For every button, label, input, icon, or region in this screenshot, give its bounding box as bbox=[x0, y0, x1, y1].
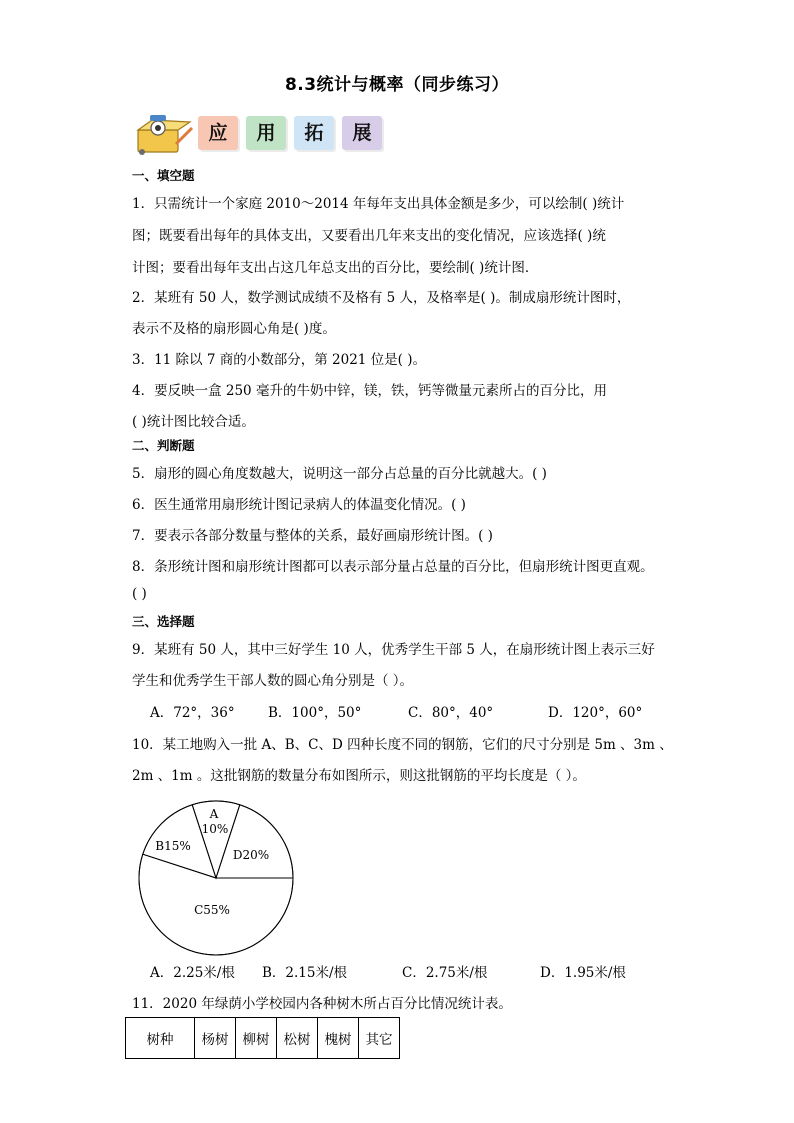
pie-label-c: C55% bbox=[194, 903, 230, 917]
q7-line: 7．要表示各部分数量与整体的关系，最好画扇形统计图。( ) bbox=[132, 528, 493, 544]
q10-option-d[interactable]: D．1.95米/根 bbox=[540, 965, 626, 981]
table-row bbox=[126, 1018, 400, 1059]
pie-chart bbox=[127, 798, 307, 958]
section-choice-heading: 三、选择题 bbox=[132, 614, 195, 629]
q8-line-1: 8．条形统计图和扇形统计图都可以表示部分量占总量的百分比，但扇形统计图更直观。 bbox=[132, 559, 654, 575]
banner-tile-zhan: 展 bbox=[342, 116, 382, 150]
q4-line-2: ( )统计图比较合适。 bbox=[132, 414, 255, 430]
section-banner bbox=[132, 112, 392, 156]
pie-label-b: B15% bbox=[155, 839, 191, 853]
page-title: 8.3统计与概率（同步练习） bbox=[284, 75, 510, 95]
pie-label-a: A bbox=[209, 807, 219, 821]
table-header-cell: 柳树 bbox=[236, 1018, 277, 1059]
toolbox-mascot-icon bbox=[132, 114, 194, 156]
q3-line: 3．11 除以 7 商的小数部分，第 2021 位是( )。 bbox=[132, 352, 426, 368]
q9-line-1: 9．某班有 50 人，其中三好学生 10 人，优秀学生干部 5 人，在扇形统计图上表示三好 bbox=[132, 642, 655, 658]
q2-line-1: 2．某班有 50 人，数学测试成绩不及格有 5 人，及格率是( )。制成扇形统计图时， bbox=[132, 290, 631, 306]
pie-label-a-value: 10% bbox=[201, 822, 229, 836]
q9-option-c[interactable]: C．80°，40° bbox=[408, 705, 494, 721]
q10-option-b[interactable]: B．2.15米/根 bbox=[262, 965, 348, 981]
tree-percentage-table bbox=[125, 1017, 400, 1059]
q1-line-3: 计图；要看出每年支出占这几年总支出的百分比，要绘制( )统计图． bbox=[132, 260, 539, 276]
banner-tile-tuo: 拓 bbox=[294, 116, 334, 150]
table-header-cell: 其它 bbox=[359, 1018, 400, 1059]
q9-option-b[interactable]: B．100°，50° bbox=[268, 705, 362, 721]
q4-line-1: 4．要反映一盒 250 毫升的牛奶中锌，镁，铁，钙等微量元素所占的百分比，用 bbox=[132, 383, 607, 399]
q1-line-2: 图；既要看出每年的具体支出，又要看出几年来支出的变化情况，应该选择( )统 bbox=[132, 228, 606, 244]
q10-line-1: 10．某工地购入一批 A、B、C、D 四种长度不同的钢筋，它们的尺寸分别是 5m 、3m 、 bbox=[132, 737, 673, 753]
q1-line-1: 1．只需统计一个家庭 2010～2014 年每年支出具体金额是多少，可以绘制( )统计 bbox=[132, 196, 625, 212]
q9-line-2: 学生和优秀学生干部人数的圆心角分别是（ ）。 bbox=[132, 673, 414, 689]
table-header-cell: 槐树 bbox=[318, 1018, 359, 1059]
q10-line-2: 2m 、1m 。这批钢筋的数量分布如图所示，则这批钢筋的平均长度是（ ）。 bbox=[132, 768, 586, 784]
section-judge-heading: 二、判断题 bbox=[132, 438, 195, 453]
table-header-cell: 杨树 bbox=[195, 1018, 236, 1059]
q5-line: 5．扇形的圆心角度数越大，说明这一部分占总量的百分比就越大。( ) bbox=[132, 466, 547, 482]
q10-option-c[interactable]: C．2.75米/根 bbox=[402, 965, 488, 981]
banner-tile-ying: 应 bbox=[198, 116, 238, 150]
q11-line: 11．2020 年绿荫小学校园内各种树木所占百分比情况统计表。 bbox=[132, 996, 512, 1012]
banner-tile-yong: 用 bbox=[246, 116, 286, 150]
q2-line-2: 表示不及格的扇形圆心角是( )度。 bbox=[132, 321, 336, 337]
pie-label-d: D20% bbox=[232, 848, 270, 862]
q6-line: 6．医生通常用扇形统计图记录病人的体温变化情况。( ) bbox=[132, 497, 466, 513]
table-header-cell: 树种 bbox=[126, 1018, 195, 1059]
q9-option-a[interactable]: A．72°，36° bbox=[150, 705, 235, 721]
table-header-cell: 松树 bbox=[277, 1018, 318, 1059]
q9-option-d[interactable]: D．120°，60° bbox=[548, 705, 643, 721]
q8-line-2: ( ) bbox=[132, 586, 147, 602]
section-fill-heading: 一、填空题 bbox=[132, 168, 195, 183]
q9-options bbox=[150, 701, 670, 721]
q10-options bbox=[150, 961, 670, 981]
q10-option-a[interactable]: A．2.25米/根 bbox=[150, 965, 235, 981]
